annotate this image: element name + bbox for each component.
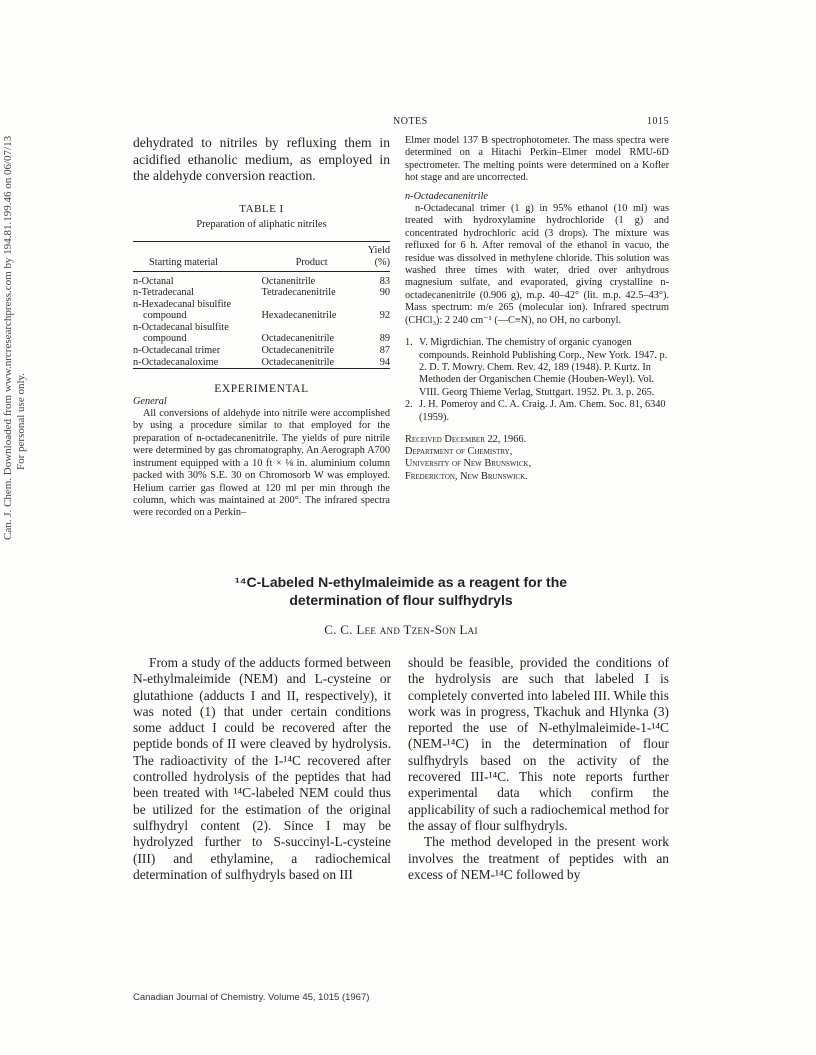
table-subcaption: Preparation of aliphatic nitriles [196, 218, 327, 230]
download-watermark [2, 136, 28, 540]
watermark-line-2: For personal use only. [15, 372, 27, 470]
reference-item [405, 337, 669, 399]
reference-number: 1. [405, 337, 413, 349]
table-header-row [133, 242, 390, 271]
reference-item [405, 399, 669, 424]
procedure-paragraph: n-Octadecanal trimer (1 g) in 95% ethanol (10 ml) was treated with hydroxylamine hydrochloride (1 g) and concentrated hydrochloric acid (3 drops). The mixture was refluxed for 6 h. After removal of the ethanol in vacuo, the residue was dissolved in methylene chloride. This solution was washed three times with water, dried over anhydrous magnesium sulfate, and evaporated, giving crystalline n-octadecanenitrile (0.906 g), m.p. 40–42° (lit. m.p. 42.5–43°). Mass spectrum: m/e 265 (molecular ion). Infrared spectrum (CHCl₃): 2 240 cm⁻¹ (—C≡N), no OH, no carbonyl. [405, 203, 669, 326]
cell-product: Octadecanenitrile [261, 356, 335, 368]
table-caption: TABLE I [239, 202, 284, 215]
cell-starting-material: compound [143, 310, 187, 322]
col-header-yield: Yield (%) [367, 245, 390, 268]
cell-product: Octanenitrile [261, 275, 316, 287]
article-left-column [133, 655, 391, 883]
nitrile-table [133, 241, 390, 369]
reference-number: 2. [405, 399, 413, 411]
article-paragraph-1: From a study of the adducts formed between N-ethylmaleimide (NEM) and L-cysteine or glutathione (adducts I and II, respectively), it was noted (1) that under certain conditions some adduct I could be recovered after the peptide bonds of II were cleaved by hydrolysis. The radioactivity of the I-¹⁴C recovered after controlled hydrolysis of the peptides that had been treated with ¹⁴C-labeled NEM could thus be utilized for the estimation of the original sulfhydryl content (2). Since I may be hydrolyzed further to S-succinyl-L-cysteine (III) and ethylamine, a radiochemical determination of sulfhydryls based on III [133, 655, 391, 882]
cell-product: Octadecanenitrile [261, 333, 335, 345]
reference-list [405, 337, 669, 424]
cell-yield: 87 [379, 345, 390, 357]
cell-yield: 83 [379, 275, 390, 287]
continuation-paragraph: Elmer model 137 B spectrophotometer. The mass spectra were determined on a Hitachi Perkin–Elmer model RMU-6D spectrometer. The melting points were determined on a Kofler hot stage and are uncorrected. [405, 135, 669, 184]
journal-footer: Canadian Journal of Chemistry. Volume 45, 1015 (1967) [133, 992, 370, 1003]
article-paragraph-2: The method developed in the present work involves the treatment of peptides with an excess of NEM-¹⁴C followed by [408, 834, 669, 882]
intro-paragraph: dehydrated to nitriles by refluxing them in acidified ethanolic medium, as employed in the aldehyde conversion reaction. [133, 135, 390, 183]
cell-yield: 92 [379, 310, 390, 322]
table-row [133, 310, 390, 322]
experimental-heading: EXPERIMENTAL [214, 383, 309, 396]
col-header-starting: Starting material [149, 256, 218, 268]
cell-starting-material: n-Octadecanaloxime [133, 356, 219, 368]
cell-starting-material: n-Octadecanal bisulfite [133, 321, 229, 333]
cell-starting-material: n-Tetradecanal [133, 287, 195, 299]
left-column [133, 135, 390, 520]
table-row [133, 357, 390, 369]
table-row [133, 299, 390, 311]
reference-text: V. Migrdichian. The chemistry of organic cyanogen compounds. Reinhold Publishing Corp., New York. 1947. p. 2. D. T. Mowry. Chem. Rev. 42, 189 (1948). P. Kurtz. In Methoden der Organischen Chemie (Houben-Weyl). Vol. VIII. Georg Thieme Verlag, Stuttgart. 1952. Pt. 3. p. 265. [419, 337, 668, 398]
reference-text: J. H. Pomeroy and C. A. Craig. J. Am. Chem. Soc. 81, 6340 (1959). [419, 399, 666, 423]
table-row [133, 345, 390, 357]
cell-yield: 94 [379, 356, 390, 368]
cell-yield [362, 322, 390, 334]
general-paragraph: All conversions of aldehyde into nitrile were accomplished by using a procedure similar to that employed for the preparation of n-octadecanenitrile. The yields of pure nitrile were determined by gas chromatography. An Aerograph A700 instrument equipped with a 10 ft × ⅛ in. aluminium column packed with 30% S.E. 30 on Chromosorb W was employed. Helium carrier gas flowed at 120 ml per min through the column, which was maintained at 200°. The infrared spectra were recorded on a Perkin– [133, 408, 390, 519]
cell-product: Tetradecanenitrile [261, 287, 336, 299]
cell-product: Octadecanenitrile [261, 345, 335, 357]
article-paragraph-1-continued: should be feasible, provided the conditions of the hydrolysis are such that labeled I is completely converted into labeled III. While this work was in progress, Tkachuk and Hlynka (3) reported the use of N-ethylmaleimide-1-¹⁴C (NEM-¹⁴C) in the determination of flour sulfhydryls based on the activity of the recovered III-¹⁴C. This note reports further experimental data which confirm the applicability of such a radiochemical method for the assay of flour sulfhydryls. [408, 655, 669, 833]
affiliation-city: Fredericton, New Brunswick. [405, 470, 528, 482]
cell-starting-material: n-Hexadecanal bisulfite [133, 298, 232, 310]
received-affiliation [405, 434, 669, 483]
cell-yield: 90 [379, 287, 390, 299]
cell-product: Hexadecanenitrile [261, 310, 337, 322]
page-number: 1015 [647, 116, 669, 127]
article-right-column [408, 655, 669, 883]
cell-starting-material: n-Octadecanal trimer [133, 345, 221, 357]
received-date: Received December 22, 1966. [405, 433, 527, 445]
table-row [133, 271, 390, 287]
table-row [133, 333, 390, 345]
article-title [133, 573, 669, 609]
affiliation-university: University of New Brunswick, [405, 458, 532, 470]
cell-yield: 89 [379, 333, 390, 345]
cell-starting-material: n-Octanal [133, 275, 174, 287]
cell-starting-material: compound [143, 333, 187, 345]
cell-product [262, 322, 362, 334]
article-authors: C. C. Lee and Tzen-Son Lai [324, 622, 478, 637]
table-row [133, 287, 390, 299]
cell-yield [362, 299, 390, 311]
table-row [133, 322, 390, 334]
section-label: NOTES [393, 116, 428, 127]
table-body [133, 271, 390, 369]
general-subheading: General [133, 395, 167, 407]
right-column [405, 135, 669, 483]
col-header-product: Product [295, 256, 328, 268]
octadecanenitrile-subheading: n-Octadecanenitrile [405, 190, 488, 202]
article-title-line-2: determination of flour sulfhydryls [289, 592, 513, 608]
cell-product [262, 299, 362, 311]
affiliation-department: Department of Chemistry, [405, 446, 513, 458]
article-title-line-1: ¹⁴C-Labeled N-ethylmaleimide as a reagent for the [234, 574, 568, 590]
watermark-line-1: Can. J. Chem. Downloaded from www.nrcresearchpress.com by 194.81.199.46 on 06/07/13 [2, 135, 14, 540]
